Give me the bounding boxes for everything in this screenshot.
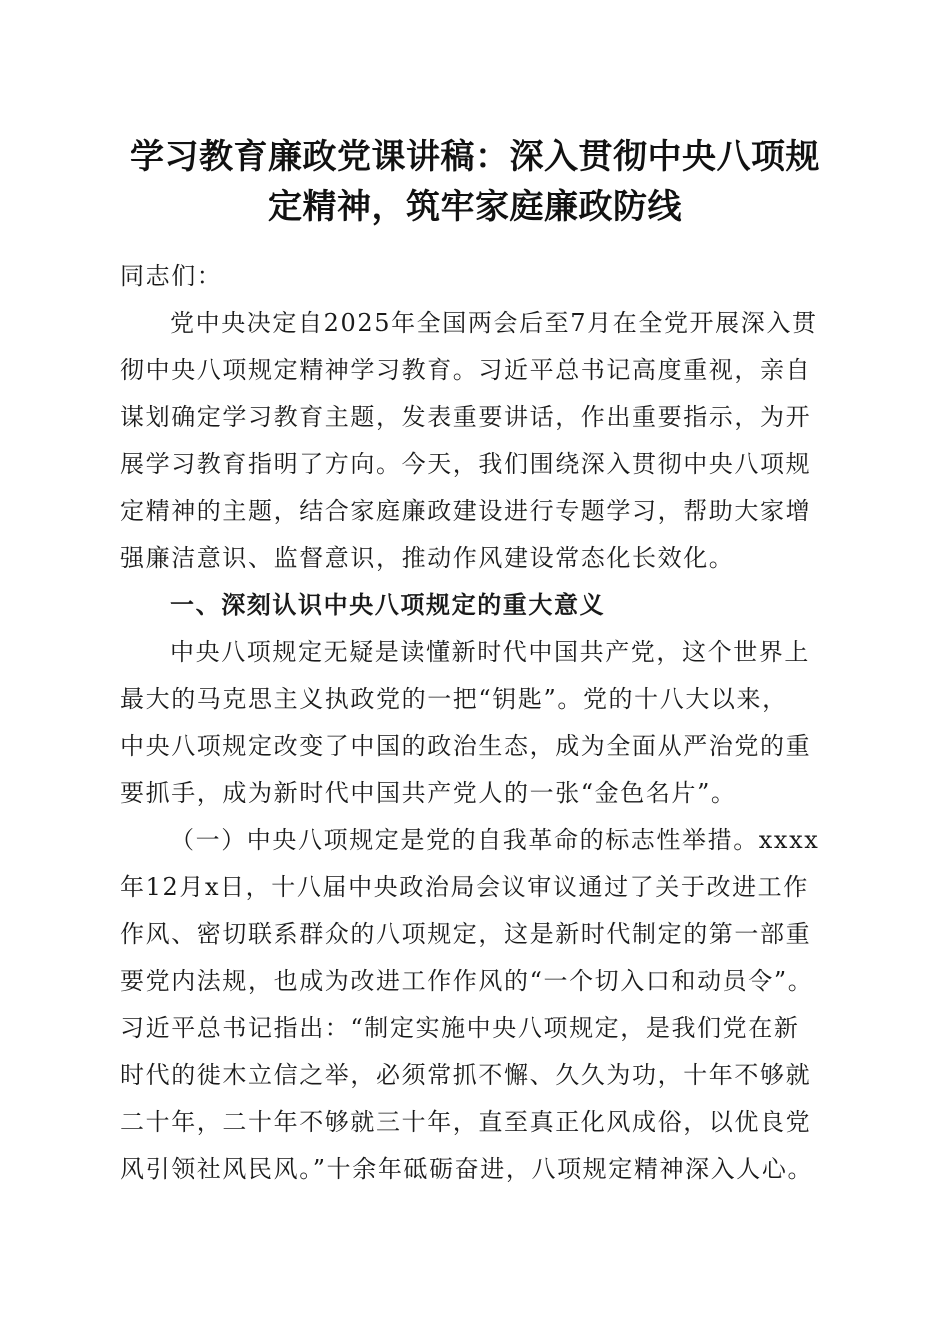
paragraph-line: 中央八项规定改变了中国的政治生态，成为全面从严治党的重 (120, 732, 812, 760)
paragraph-line: 谋划确定学习教育主题，发表重要讲话，作出重要指示，为开 (120, 403, 812, 431)
paragraph-line: 作风、密切联系群众的八项规定，这是新时代制定的第一部重 (120, 920, 812, 948)
salutation: 同志们： (120, 262, 223, 290)
paragraph-line: 年12月x日，十八届中央政治局会议审议通过了关于改进工作 (120, 873, 809, 901)
paragraph-line: 强廉洁意识、监督意识，推动作风建设常态化长效化。 (120, 544, 735, 572)
paragraph-line: 最大的马克思主义执政党的一把“钥匙”。党的十八大以来， (120, 685, 788, 713)
paragraph-line: 中央八项规定无疑是读懂新时代中国共产党，这个世界上 (170, 638, 810, 666)
paragraph-line: 二十年，二十年不够就三十年，直至真正化风成俗，以优良党 (120, 1108, 812, 1136)
paragraph-line: （一）中央八项规定是党的自我革命的标志性举措。xxxx (170, 826, 820, 854)
paragraph-line: 习近平总书记指出：“制定实施中央八项规定，是我们党在新 (120, 1014, 800, 1042)
paragraph-line: 时代的徙木立信之举，必须常抓不懈、久久为功，十年不够就 (120, 1061, 812, 1089)
paragraph-line: 展学习教育指明了方向。今天，我们围绕深入贯彻中央八项规 (120, 450, 812, 478)
section-heading: 一、深刻认识中央八项规定的重大意义 (170, 591, 606, 619)
document-body (120, 253, 834, 1193)
paragraph-line: 要党内法规，也成为改进工作作风的“一个切入口和动员令”。 (120, 967, 814, 995)
paragraph-line: 风引领社风民风。”十余年砥砺奋进，八项规定精神深入人心。 (120, 1155, 814, 1183)
paragraph-line: 彻中央八项规定精神学习教育。习近平总书记高度重视，亲自 (120, 356, 812, 384)
paragraph-line: 定精神的主题，结合家庭廉政建设进行专题学习，帮助大家增 (120, 497, 812, 525)
paragraph-line: 要抓手，成为新时代中国共产党人的一张“金色名片”。 (120, 779, 737, 807)
title-line: 学习教育廉政党课讲稿：深入贯彻中央八项规 (130, 137, 820, 177)
document-title (110, 132, 840, 232)
title-line: 定精神，筑牢家庭廉政防线 (268, 187, 682, 227)
paragraph-line: 党中央决定自2025年全国两会后至7月在全党开展深入贯 (170, 309, 818, 337)
